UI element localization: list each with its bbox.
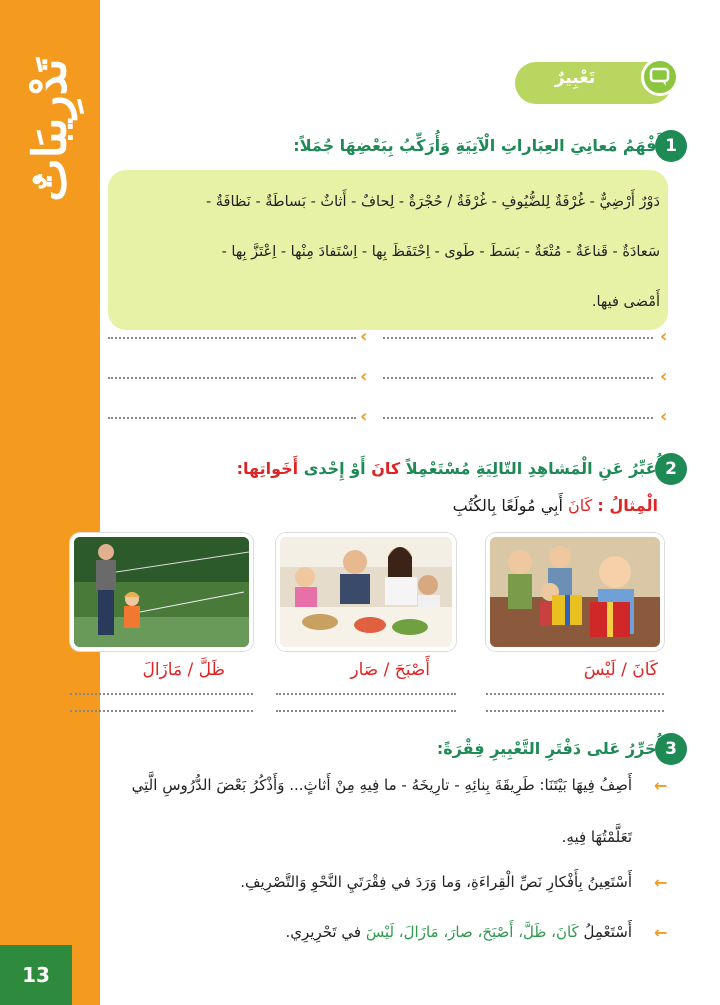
question-2-number: 2 [655,453,687,485]
example-sentence: الْمِثالُ : كَانَ أَبِي مُولَعًا بِالكُتُبِ [452,496,658,515]
vocabulary-line-1: دَوْرٌ أَرْضِيٌّ - غُرْفَةٌ لِلضُّيُوفِ - غُرْفَةٌ / حُجْرَةٌ - لِحافٌ - أَثاثٌ - بَساطَةٌ - نَظافَةٌ - [205,194,660,210]
bullet-2: أَسْتَعِينُ بِأَفْكارِ نَصِّ الْقِراءَةِ، وَما وَرَدَ في فِقْرَتَيِ النَّحْوِ وَالتَّصْرِيفِ. [240,873,632,891]
chevron-icon: ‹ [360,406,368,427]
vocabulary-line-2: سَعادَةٌ - قَناعَةٌ - مُتْعَةٌ - بَسَطَ - طَوى - اِحْتَفَظَ بِها - اِسْتَفادَ مِنْها - اِعْتَزَّ بِها - [221,244,660,260]
photo-family-dinner [276,533,456,651]
page-number: 13 [0,945,72,1005]
chevron-icon: ‹ [360,326,368,347]
bullet-1-line-2: تَعَلَّمْتُهَا فِيهِ. [561,828,632,846]
photo-fishing [70,533,253,651]
answer-line[interactable] [276,693,456,695]
section-title: تَعْبِيرٌ [554,68,596,88]
answer-line[interactable] [486,710,664,712]
arrow-left-icon: ← [654,776,668,795]
answer-line[interactable] [70,710,253,712]
answer-line[interactable] [108,337,356,339]
bullet-1-line-1: أَصِفُ فِيهَا بَيْتَنَا: طَرِيقَةَ بِنائِهِ - تارِيخَهُ - ما فِيهِ مِنْ أَثاثٍ... وَأَذْكُرُ بَعْضَ الدُّرُوسِ الَّتِي [131,776,632,794]
chevron-icon: ‹ [360,366,368,387]
answer-line[interactable] [276,710,456,712]
answer-line[interactable] [70,693,253,695]
answer-line[interactable] [383,377,653,379]
answer-line[interactable] [486,693,664,695]
verb-label-kana-laysa: كَانَ / لَيْسَ [583,660,658,680]
question-3-number: 3 [655,733,687,765]
question-2-instruction: أُعَبِّرُ عَنِ الْمَشاهِدِ التّالِيَةِ مُسْتَعْمِلاً كانَ أَوْ إِحْدى أَخَواتِها: [236,459,662,478]
bullet-3: أَسْتَعْمِلُ كَانَ، ظَلَّ، أَصْبَحَ، صارَ، مَازَالَ، لَيْسَ في تَحْرِيرِي. [285,923,632,941]
answer-line[interactable] [383,417,653,419]
side-title: تَدْرِيبَاتٌ [23,58,78,202]
answer-line[interactable] [108,417,356,419]
verb-label-zalla-mazala: ظَلَّ / مَازَالَ [142,660,225,680]
chevron-icon: ‹ [660,326,668,347]
speech-bubble-icon [641,58,679,96]
photo-family-gifts [486,533,664,651]
answer-line[interactable] [108,377,356,379]
chevron-icon: ‹ [660,366,668,387]
question-1-instruction: أَفْهَمُ مَعانِيَ العِبَاراتِ الْآتِيَةِ وَأُرَكِّبُ بِبَعْضِهَا جُمَلاً: [293,136,662,155]
arrow-left-icon: ← [654,923,668,942]
arrow-left-icon: ← [654,873,668,892]
question-3-instruction: أُحَرِّرُ عَلى دَفْتَرِ التَّعْبِيرِ فِقْرَةً: [436,739,662,758]
chevron-icon: ‹ [660,406,668,427]
question-1-number: 1 [655,130,687,162]
answer-line[interactable] [383,337,653,339]
verb-label-asbaha-sara: أَصْبَحَ / صَار [350,660,430,680]
vocabulary-line-3: أَمْضى فيها. [591,294,660,310]
